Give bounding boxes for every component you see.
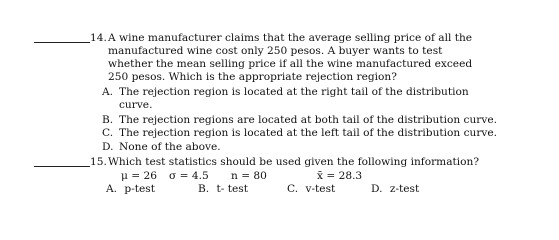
- option-14b-letter: B.: [102, 114, 114, 126]
- question-14-number: 14.: [90, 32, 107, 44]
- option-15c: [287, 183, 335, 196]
- option-15d-text: z-test: [389, 183, 420, 195]
- option-14d-text: None of the above.: [119, 141, 221, 153]
- option-15c-letter: C.: [287, 183, 299, 195]
- option-14a-letter: A.: [102, 86, 114, 98]
- option-15a-text: p-test: [124, 183, 155, 195]
- option-14a-text-1: The rejection region is located at the right tail of the distribution: [119, 86, 469, 98]
- question-15-number: 15.: [90, 156, 107, 168]
- option-14c-letter: C.: [102, 127, 114, 139]
- option-15b: [198, 183, 248, 196]
- answer-blank-14[interactable]: [34, 42, 90, 43]
- question-14-line-1: A wine manufacturer claims that the average selling price of all the: [108, 32, 473, 44]
- option-15d-letter: D.: [371, 183, 383, 195]
- question-14-line-3: whether the mean selling price if all the wine manufactured exceed: [108, 58, 473, 70]
- option-15b-letter: B.: [198, 183, 210, 195]
- question-14-line-2: manufactured wine cost only 250 pesos. A buyer wants to test: [108, 45, 443, 57]
- question-14-line-4: 250 pesos. Which is the appropriate rejection region?: [108, 71, 397, 83]
- question-15-text: Which test statistics should be used given the following information?: [108, 156, 480, 168]
- given-xbar: x̄ = 28.3: [317, 170, 363, 182]
- option-14c-text: The rejection region is located at the left tail of the distribution curve.: [119, 127, 498, 139]
- option-14a-text-2: curve.: [119, 99, 153, 111]
- option-14d-letter: D.: [102, 141, 114, 153]
- option-15b-text: t- test: [216, 183, 248, 195]
- given-sigma: σ = 4.5: [169, 170, 209, 182]
- option-15a: [106, 183, 155, 196]
- option-14b-text: The rejection regions are located at both tail of the distribution curve.: [119, 114, 497, 126]
- option-15c-text: v-test: [305, 183, 336, 195]
- given-n: n = 80: [231, 170, 267, 182]
- given-mu: μ = 26: [121, 170, 157, 182]
- option-15a-letter: A.: [106, 183, 118, 195]
- option-15d: [371, 183, 419, 196]
- answer-blank-15[interactable]: [34, 166, 90, 167]
